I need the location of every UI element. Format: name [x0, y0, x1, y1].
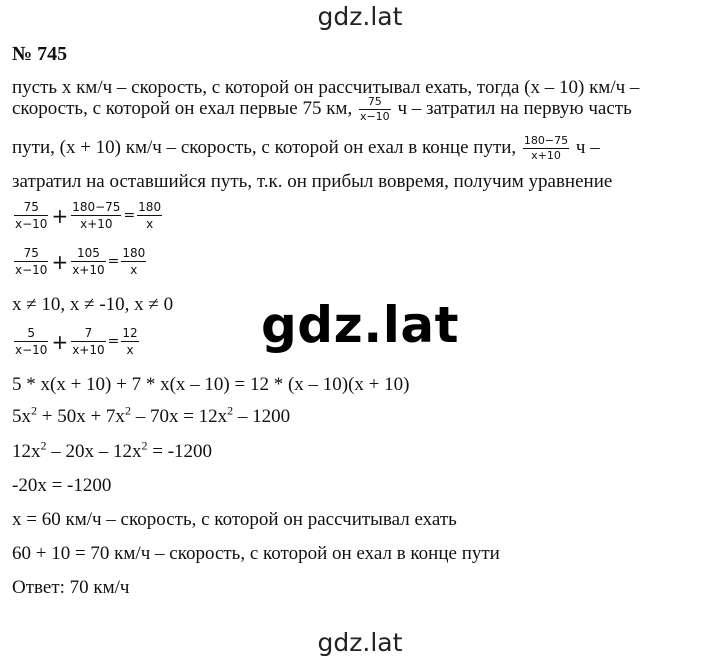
- step-multiply: 5 * х(х + 10) + 7 * х(х – 10) = 12 * (х – 10)(х + 10): [12, 374, 410, 395]
- fraction-75-over-x-minus-10: [359, 96, 391, 123]
- step-end-speed: 60 + 10 = 70 км/ч – скорость, с которой он ехал в конце пути: [12, 543, 500, 564]
- step-linear: -20х = -1200: [12, 475, 112, 496]
- fraction-numerator: 75: [14, 246, 48, 262]
- problem-number: № 745: [12, 43, 68, 65]
- equals-sign: =: [107, 333, 120, 350]
- text-line-4: затратил на оставшийся путь, т.к. он прибыл вовремя, получим уравнение: [12, 171, 613, 192]
- fraction-numerator: 180−75: [523, 134, 569, 147]
- step-simplify: [12, 440, 212, 464]
- fraction-180: [137, 200, 162, 231]
- term: – 1200: [233, 406, 291, 427]
- exponent: 2: [124, 403, 131, 418]
- fraction-numerator: 75: [359, 96, 391, 110]
- equals-sign: =: [123, 207, 136, 224]
- equation-1: [12, 200, 164, 231]
- watermark-top: gdz.lat: [317, 2, 403, 31]
- fraction-12: [121, 326, 138, 357]
- fraction-5: [14, 326, 48, 357]
- fraction-denominator: x−10: [359, 110, 390, 123]
- exponent: 2: [40, 438, 47, 453]
- fraction-denominator: x+10: [72, 343, 105, 357]
- fraction-numerator: 180: [138, 200, 162, 214]
- fraction-denominator: x−10: [15, 217, 48, 231]
- text-line-2: [12, 96, 632, 123]
- fraction-numerator: 180−75: [72, 200, 121, 214]
- fraction-180-75-over-x-plus-10: [523, 135, 569, 162]
- fraction-7: [71, 326, 105, 357]
- restriction-line: х ≠ 10, х ≠ -10, х ≠ 0: [12, 294, 174, 315]
- fraction-180: [121, 246, 146, 277]
- answer-line: Ответ: 70 км/ч: [12, 577, 130, 598]
- term: – 20х – 12х: [46, 441, 142, 462]
- fraction-denominator: x+10: [531, 149, 561, 162]
- step-solution-x: х = 60 км/ч – скорость, с которой он рассчитывал ехать: [12, 509, 457, 530]
- fraction-denominator: x: [146, 217, 154, 231]
- fraction-numerator: 180: [122, 246, 146, 260]
- fraction-75: [14, 246, 48, 277]
- fraction-denominator: x+10: [72, 263, 105, 277]
- plus-sign: +: [51, 203, 69, 228]
- term: + 50х + 7х: [37, 406, 125, 427]
- equation-3: [12, 326, 141, 357]
- text-line-2-a: скорость, с которой он ехал первые 75 км,: [12, 97, 353, 119]
- fraction-denominator: x: [126, 343, 134, 357]
- plus-sign: +: [51, 329, 69, 354]
- watermark-middle: gdz.lat: [261, 296, 459, 354]
- equation-2: [12, 246, 148, 277]
- fraction-numerator: 75: [14, 200, 48, 216]
- term: – 70х = 12х: [130, 406, 228, 427]
- term: = -1200: [147, 441, 213, 462]
- exponent: 2: [141, 438, 148, 453]
- step-expand: [12, 405, 290, 429]
- text-line-3: [12, 135, 600, 162]
- text-line-2-b: ч – затратил на первую часть: [397, 97, 632, 119]
- fraction-numerator: 5: [14, 326, 48, 342]
- fraction-denominator: x−10: [15, 343, 48, 357]
- text-line-1: пусть х км/ч – скорость, с которой он рассчитывал ехать, тогда (х – 10) км/ч –: [12, 77, 640, 98]
- fraction-denominator: x+10: [80, 217, 113, 231]
- fraction-denominator: x: [130, 263, 138, 277]
- exponent: 2: [227, 403, 234, 418]
- fraction-105: [71, 246, 105, 277]
- fraction-75: [14, 200, 48, 231]
- fraction-180-75: [71, 200, 121, 231]
- term: 5х: [12, 406, 31, 427]
- fraction-numerator: 105: [71, 246, 105, 262]
- text-line-3-a: пути, (х + 10) км/ч – скорость, с которой он ехал в конце пути,: [12, 136, 517, 158]
- text-line-3-b: ч –: [575, 136, 600, 158]
- equals-sign: =: [107, 253, 120, 270]
- fraction-numerator: 7: [71, 326, 105, 342]
- watermark-bottom: gdz.lat: [317, 628, 403, 657]
- fraction-numerator: 12: [122, 326, 138, 340]
- term: 12х: [12, 441, 41, 462]
- exponent: 2: [31, 403, 37, 418]
- fraction-denominator: x−10: [15, 263, 48, 277]
- plus-sign: +: [51, 249, 69, 274]
